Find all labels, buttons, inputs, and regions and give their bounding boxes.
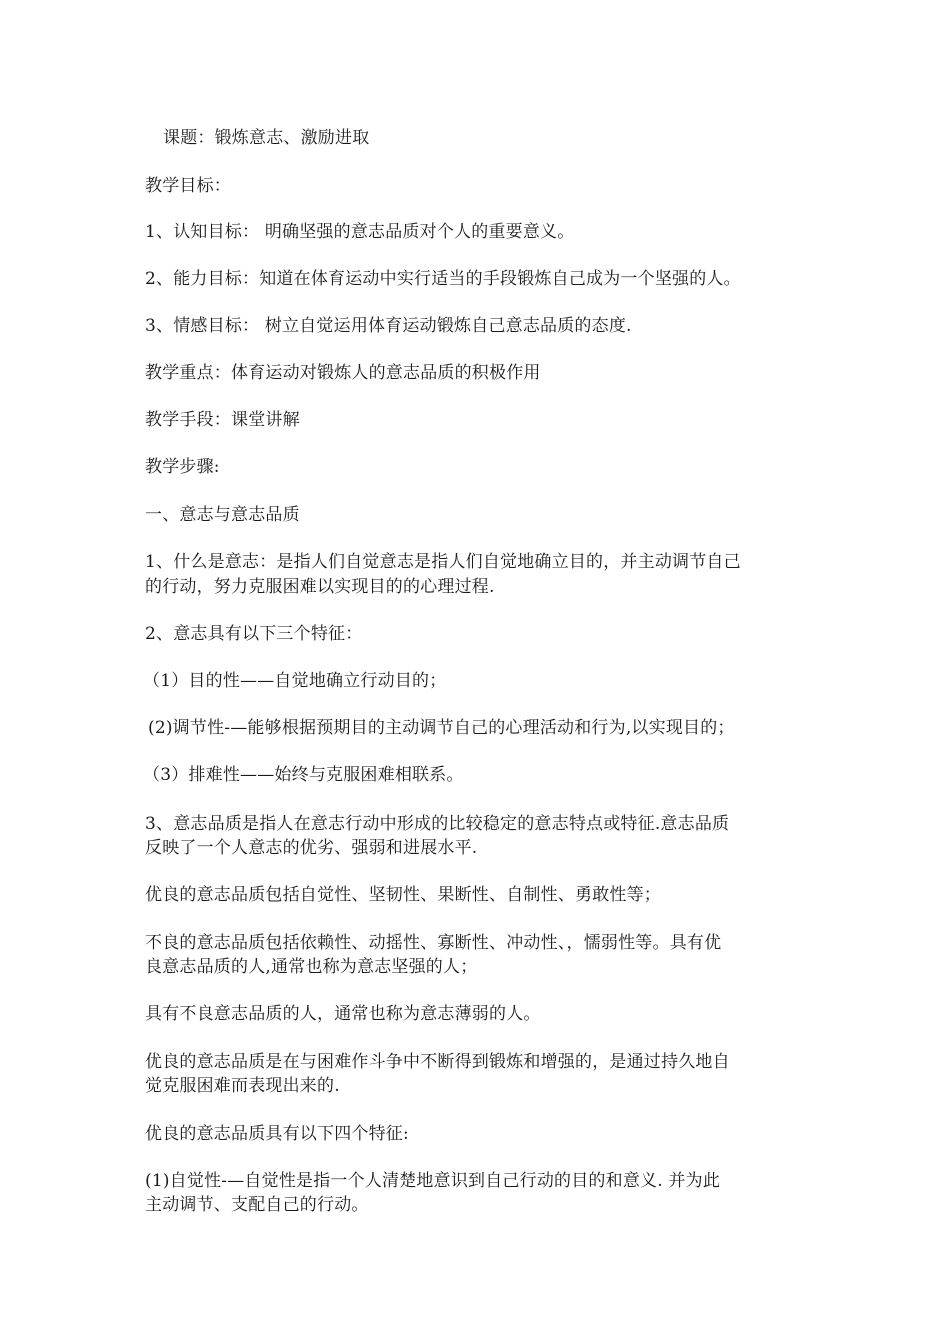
goals-heading: 教学目标：	[145, 176, 231, 196]
bad-qualities-line-2: 良意志品质的人,通常也称为意志坚强的人；	[145, 957, 478, 977]
feature-1: （1）目的性——自觉地确立行动目的；	[143, 671, 447, 691]
key-point: 教学重点：体育运动对锻炼人的意志品质的积极作用	[145, 363, 541, 383]
autonomy-line-1: (1)自觉性-—自觉性是指一个人清楚地意识到自己行动的目的和意义. 并为此	[145, 1171, 721, 1191]
bad-qualities-line-1: 不良的意志品质包括依赖性、动摇性、寡断性、冲动性、，懦弱性等。具有优	[145, 933, 722, 953]
goal-emotion: 3、情感目标： 树立自觉运用体育运动锻炼自己意志品质的态度.	[145, 316, 632, 336]
good-qualities: 优良的意志品质包括自觉性、坚韧性、果断性、自制性、勇敢性等；	[145, 885, 661, 905]
paragraph-1-line-2: 的行动，努力克服困难以实现目的的心理过程.	[145, 577, 495, 597]
paragraph-1-line-1: 1、什么是意志：是指人们自觉意志是指人们自觉地确立目的，并主动调节自己	[145, 552, 741, 572]
teaching-method: 教学手段：课堂讲解	[145, 410, 300, 430]
weak-will: 具有不良意志品质的人，通常也称为意志薄弱的人。	[145, 1004, 541, 1024]
lesson-title: 课题：锻炼意志、激励进取	[163, 128, 370, 148]
paragraph-3-line-1: 3、意志品质是指人在意志行动中形成的比较稳定的意志特点或特征.意志品质	[145, 814, 730, 834]
paragraph-2: 2、意志具有以下三个特征：	[145, 624, 363, 644]
goal-cognitive: 1、认知目标： 明确坚强的意志品质对个人的重要意义。	[145, 222, 575, 242]
four-features-heading: 优良的意志品质具有以下四个特征:	[145, 1124, 409, 1144]
section-heading-1: 一、意志与意志品质	[145, 505, 300, 525]
formation-line-2: 觉克服困难而表现出来的.	[145, 1076, 340, 1096]
steps-heading: 教学步骤:	[145, 457, 220, 477]
paragraph-3-line-2: 反映了一个人意志的优劣、强弱和进展水平.	[145, 838, 478, 858]
autonomy-line-2: 主动调节、支配自己的行动。	[145, 1195, 369, 1215]
feature-2: (2)调节性-—能够根据预期目的主动调节自己的心理活动和行为,以实现目的；	[148, 718, 735, 738]
goal-ability: 2、能力目标：知道在体育运动中实行适当的手段锻炼自己成为一个坚强的人。	[145, 269, 741, 289]
formation-line-1: 优良的意志品质是在与困难作斗争中不断得到锻炼和增强的，是通过持久地自	[145, 1052, 730, 1072]
feature-3: （3）排难性——始终与克服困难相联系。	[143, 765, 464, 785]
